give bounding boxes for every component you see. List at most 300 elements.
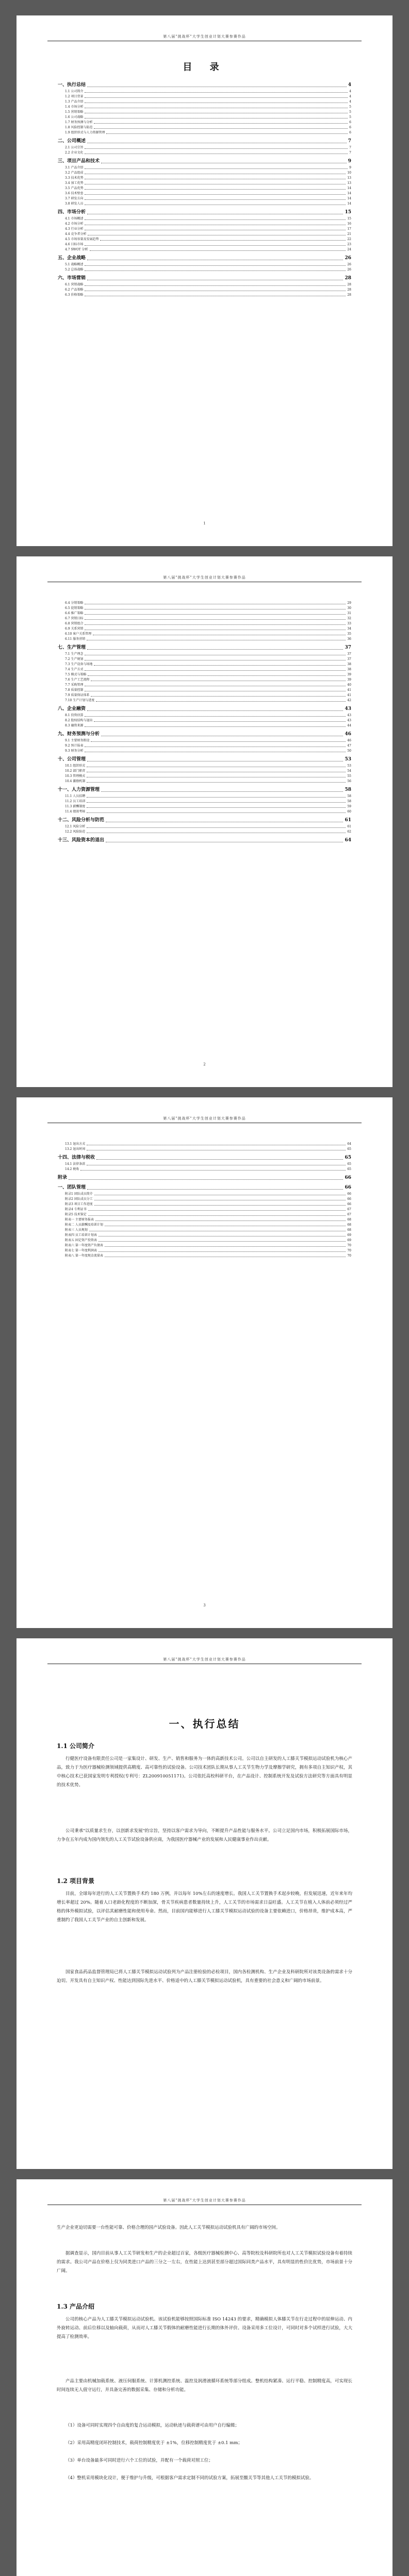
toc-entry-label: 11.1 人员招聘 — [65, 794, 86, 798]
toc-entry-page: 13 — [347, 181, 351, 185]
toc-entry[interactable] — [58, 626, 351, 632]
toc-entry-page: 61 — [345, 818, 351, 823]
toc-entry-label: 7.5 模式与策略 — [65, 673, 87, 676]
page-header: 第八届"挑战杯"大学生创业计划大赛参赛作品 — [47, 1116, 362, 1123]
toc-entry-label: 4.3 行业分析 — [65, 227, 84, 231]
toc-entry-label: 附表五 固定资产投资表 — [65, 1239, 97, 1242]
toc-entry[interactable] — [58, 227, 351, 232]
toc-entry[interactable] — [58, 1192, 351, 1197]
toc-entry[interactable] — [58, 769, 351, 774]
toc-entry[interactable] — [58, 644, 351, 652]
toc-entry-page: 66 — [345, 1175, 351, 1180]
toc-entry-page: 65 — [347, 1162, 351, 1166]
toc-entry-page: 15 — [345, 210, 351, 215]
toc-entry[interactable] — [58, 764, 351, 769]
toc-entry-label: 八、企业融资 — [58, 706, 86, 711]
toc-entry[interactable] — [58, 693, 351, 698]
toc-entry-label: 1.7 财务预测与分析 — [65, 121, 93, 124]
toc-entry[interactable] — [58, 1207, 351, 1212]
toc-entry[interactable] — [58, 632, 351, 637]
toc-entry[interactable] — [58, 601, 351, 606]
toc-entry-label: 14.1 法律条款 — [65, 1162, 86, 1166]
page-header: 第八届"挑战杯"大学生创业计划大赛参赛作品 — [47, 1657, 362, 1664]
toc-entry[interactable] — [58, 105, 351, 110]
toc-entry-page: 42 — [347, 699, 351, 702]
toc-entry-label: 4.6 目标市场 — [65, 243, 84, 246]
toc-entry[interactable] — [58, 1202, 351, 1207]
toc-entry[interactable] — [58, 749, 351, 754]
toc-entry[interactable] — [58, 718, 351, 723]
toc-entry[interactable] — [58, 743, 351, 749]
toc-entry-label: 2.1 公司宗旨 — [65, 146, 84, 149]
section-title-1-1: 1.1 公司简介 — [57, 1742, 95, 1750]
toc-entry[interactable] — [58, 176, 351, 181]
toc-entry-page: 26 — [347, 263, 351, 266]
toc-entry-label: 1.4 市场分析 — [65, 105, 84, 109]
toc-entry-label: 6.7 营销目标 — [65, 617, 84, 620]
toc-entry-page: 61 — [347, 825, 351, 828]
chapter-1-page-cont — [17, 2179, 392, 2576]
toc-entry[interactable] — [58, 698, 351, 703]
toc-entry-page: 7 — [348, 139, 351, 144]
toc-entry-page: 28 — [347, 288, 351, 292]
toc-entry-label: 10.2 部门职责 — [65, 769, 86, 773]
toc-entry[interactable] — [58, 1162, 351, 1167]
toc-leader-dots — [87, 807, 346, 808]
toc-entry[interactable] — [58, 1243, 351, 1248]
toc-entry-label: 11.4 绩效考核 — [65, 810, 86, 814]
toc-entry-label: 附录5 技术鉴定 — [65, 1213, 87, 1216]
toc-entry-page: 43 — [347, 719, 351, 722]
toc-entry-label: 4.1 市场概述 — [65, 217, 84, 221]
toc-entry[interactable] — [58, 683, 351, 688]
toc-entry-page: 26 — [345, 256, 351, 261]
toc-entry[interactable] — [58, 171, 351, 176]
toc-entry-page: 46 — [347, 739, 351, 742]
toc-entry[interactable] — [58, 115, 351, 120]
toc-list-page-2 — [58, 601, 351, 844]
toc-entry[interactable] — [58, 738, 351, 743]
toc-entry[interactable] — [58, 794, 351, 799]
toc-entry-page: 24 — [347, 248, 351, 251]
toc-entry-label: 6.1 营销战略 — [65, 283, 84, 286]
toc-leader-dots — [69, 1179, 343, 1180]
toc-entry-page: 67 — [347, 1213, 351, 1216]
toc-entry[interactable] — [58, 255, 351, 262]
toc-entry[interactable] — [58, 287, 351, 293]
toc-entry-page: 56 — [347, 779, 351, 783]
toc-entry[interactable] — [58, 688, 351, 693]
toc-entry-page: 40 — [347, 683, 351, 687]
toc-entry-page: 31 — [347, 612, 351, 615]
toc-entry-page: 28 — [345, 276, 351, 281]
toc-entry-label: 8.3 融资来源 — [65, 724, 84, 727]
toc-entry-label: 6.4 分销策略 — [65, 601, 84, 605]
page-number: 2 — [203, 1062, 206, 1066]
toc-entry-label: 九、财务预测与分析 — [58, 732, 100, 737]
toc-entry-page: 58 — [345, 787, 351, 792]
toc-entry-label: 3.2 产品组成 — [65, 171, 84, 175]
toc-entry[interactable] — [58, 191, 351, 196]
toc-entry-page: 66 — [347, 1192, 351, 1196]
toc-entry[interactable] — [58, 786, 351, 794]
toc-entry-label: 12.2 风险防范 — [65, 830, 86, 834]
toc-entry[interactable] — [58, 731, 351, 738]
toc-entry[interactable] — [58, 181, 351, 186]
toc-entry[interactable] — [58, 611, 351, 616]
toc-entry[interactable] — [58, 1174, 351, 1182]
page-header: 第八届"挑战杯"大学生创业计划大赛参赛作品 — [47, 2198, 362, 2205]
toc-entry[interactable] — [58, 1238, 351, 1243]
page-header: 第八届"挑战杯"大学生创业计划大赛参赛作品 — [47, 575, 362, 582]
toc-entry[interactable] — [58, 209, 351, 216]
toc-entry-label: 附录4 专利证书 — [65, 1208, 87, 1211]
toc-entry-label: 三、项目产品和技术 — [58, 159, 100, 164]
toc-entry[interactable] — [58, 1167, 351, 1172]
toc-entry-page: 64 — [345, 838, 351, 843]
toc-entry-page: 64 — [347, 1142, 351, 1146]
toc-entry-page: 68 — [347, 1218, 351, 1222]
paragraph: 公司的核心产品为人工膝关节模拟运动试验机。该试验机能够按照国际标准 ISO 14243 的要求，精确模拟人体膝关节在行走过程中的屈伸运动、内外旋转运动、前后位移以及轴向载荷，从而对人工膝关节假体的耐磨性能进行长期的体外评价。设备采用多工位设计，可同时对多个试样进行试验，大大提高了检测效率。 — [57, 2317, 352, 2340]
toc-entry-label: 3.4 加工优势 — [65, 181, 84, 185]
toc-entry-page: 14 — [347, 197, 351, 200]
toc-entry-page: 66 — [345, 1185, 351, 1190]
toc-entry-label: 4.2 市场分析 — [65, 222, 84, 226]
toc-entry-page: 58 — [347, 794, 351, 798]
toc-entry[interactable] — [58, 89, 351, 94]
toc-entry-label: 7.3 生产设备与场地 — [65, 663, 93, 666]
toc-leader-dots — [85, 670, 346, 671]
toc-entry-label: 3.7 研发方向 — [65, 197, 84, 200]
toc-entry[interactable] — [58, 196, 351, 201]
toc-entry-page: 4 — [349, 90, 351, 93]
toc-entry[interactable] — [58, 186, 351, 191]
toc-entry-label: 7.9 质量保证体系 — [65, 693, 90, 697]
toc-entry[interactable] — [58, 1223, 351, 1228]
toc-entry-label: 附表一 主要财务报表 — [65, 1218, 94, 1222]
toc-entry-label: 4.7 SWOT 分析 — [65, 248, 88, 251]
toc-leader-dots — [87, 802, 346, 803]
list-item: （2）采用高精度闭环控制技术，载荷控制精度优于 ±1%，位移控制精度优于 ±0.1 mm； — [66, 2441, 242, 2446]
toc-entry-label: 四、市场分析 — [58, 210, 86, 215]
list-item: （4）整机采用模块化设计，便于维护与升级，可根据客户需求定制不同的试验方案，拓展至髋关节等其他人工关节的模拟试验。 — [66, 2476, 314, 2481]
toc-entry-label: 2.2 企业文化 — [65, 151, 84, 155]
toc-entry-page: 6 — [349, 121, 351, 124]
toc-entry[interactable] — [58, 262, 351, 267]
toc-entry[interactable] — [58, 145, 351, 150]
toc-entry-page: 14 — [347, 192, 351, 195]
toc-entry-page: 58 — [347, 800, 351, 803]
toc-entry-label: 附录3 项目工作进度 — [65, 1202, 93, 1206]
toc-entry[interactable] — [58, 621, 351, 626]
toc-entry-label: 9.2 预计报表 — [65, 744, 84, 748]
toc-entry-label: 3.3 技术优势 — [65, 176, 84, 180]
toc-entry-page: 60 — [347, 810, 351, 814]
toc-entry-page: 37 — [347, 652, 351, 656]
toc-entry-page: 50 — [347, 749, 351, 753]
toc-entry-label: 十、公司管理 — [58, 757, 86, 762]
toc-entry[interactable] — [58, 804, 351, 809]
toc-entry[interactable] — [58, 1142, 351, 1147]
toc-entry-label: 附表六 第一年度资产负债表 — [65, 1244, 103, 1247]
toc-page-3 — [17, 1097, 392, 1628]
toc-leader-dots — [85, 619, 346, 620]
toc-leader-dots — [85, 245, 346, 246]
toc-entry-label: 1.2 项目背景 — [65, 95, 84, 98]
toc-entry[interactable] — [58, 232, 351, 237]
toc-leader-dots — [91, 696, 346, 697]
toc-entry[interactable] — [58, 293, 351, 298]
toc-entry-label: 一、团队管理 — [58, 1185, 86, 1190]
toc-leader-dots — [106, 133, 348, 134]
toc-leader-dots — [87, 812, 346, 813]
toc-leader-dots — [87, 782, 346, 783]
page-number: 3 — [203, 1603, 206, 1607]
toc-entry[interactable] — [58, 81, 351, 89]
toc-entry-label: 7.10 生产计划与进度 — [65, 699, 95, 702]
toc-entry[interactable] — [58, 809, 351, 815]
toc-entry-page: 13 — [347, 176, 351, 180]
toc-entry[interactable] — [58, 1228, 351, 1233]
toc-leader-dots — [94, 123, 348, 124]
toc-entry-label: 附录 — [58, 1175, 68, 1180]
toc-entry[interactable] — [58, 705, 351, 713]
list-item: （1）设备可同时实现四个自由度的复合运动模拟，运动轨迹与载荷谱可由用户自行编辑； — [66, 2423, 239, 2428]
toc-entry-label: 13.1 退出方式 — [65, 1142, 86, 1146]
toc-entry[interactable] — [58, 774, 351, 779]
toc-entry[interactable] — [58, 216, 351, 222]
toc-entry[interactable] — [58, 817, 351, 824]
toc-entry-label: 附录2 团队成员分工 — [65, 1197, 93, 1201]
toc-leader-dots — [99, 1241, 346, 1242]
toc-entry-page: 6 — [349, 131, 351, 134]
toc-leader-dots — [85, 168, 348, 169]
toc-entry[interactable] — [58, 637, 351, 642]
page-header: 第八届"挑战杯"大学生创业计划大赛参赛作品 — [47, 34, 362, 41]
toc-entry[interactable] — [58, 1233, 351, 1238]
toc-leader-dots — [94, 721, 346, 722]
toc-entry[interactable] — [58, 829, 351, 835]
toc-entry[interactable] — [58, 282, 351, 287]
toc-entry-label: 6.3 价格策略 — [65, 293, 84, 297]
toc-entry-label: 5.1 战略概述 — [65, 263, 84, 266]
toc-entry[interactable] — [58, 756, 351, 764]
toc-entry[interactable] — [58, 837, 351, 844]
toc-entry-label: 1.5 营销策略 — [65, 110, 84, 114]
toc-entry[interactable] — [58, 1197, 351, 1202]
toc-entry[interactable] — [58, 1212, 351, 1217]
toc-entry-page: 29 — [347, 601, 351, 605]
toc-entry[interactable] — [58, 201, 351, 207]
toc-leader-dots — [85, 148, 348, 149]
toc-entry[interactable] — [58, 677, 351, 683]
toc-leader-dots — [94, 665, 346, 666]
paragraph: 据调查显示，国内目前从事人工关节研发和生产的企业超过百家，各级医疗器械检测中心、高等院校及科研院所也对人工关节模拟试验设备有着持续的需求。我公司产品在价格上仅为同类进口产品的三分之一左右，在性能上达到甚至部分超过国际同类产品水平，具有明显的性价比优势，市场前景十分广阔。 — [57, 2251, 352, 2274]
toc-entry-page: 30 — [347, 606, 351, 610]
toc-entry[interactable] — [58, 242, 351, 247]
toc-entry-page: 44 — [347, 724, 351, 727]
toc-entry[interactable] — [58, 779, 351, 784]
toc-leader-dots — [99, 1251, 346, 1252]
toc-entry-page: 36 — [347, 637, 351, 641]
toc-entry-label: 1.3 产品介绍 — [65, 100, 84, 104]
toc-leader-dots — [105, 1246, 346, 1247]
toc-entry-page: 68 — [347, 1228, 351, 1232]
toc-entry-page: 4 — [349, 95, 351, 98]
toc-entry-label: 5.2 总体战略 — [65, 268, 84, 272]
toc-entry-page: 23 — [347, 243, 351, 246]
toc-leader-dots — [88, 1215, 346, 1216]
toc-entry-label: 6.5 促销策略 — [65, 606, 84, 610]
toc-entry[interactable] — [58, 1147, 351, 1152]
toc-entry[interactable] — [58, 158, 351, 165]
toc-entry-page: 22 — [347, 238, 351, 241]
toc-entry-label: 6.2 产品策略 — [65, 288, 84, 292]
toc-leader-dots — [85, 92, 348, 93]
toc-entry-page: 28 — [347, 293, 351, 297]
toc-entry[interactable] — [58, 138, 351, 145]
toc-entry-label: 十二、风险分析与防范 — [58, 818, 105, 823]
toc-entry[interactable] — [58, 723, 351, 728]
toc-entry-page: 4 — [348, 82, 351, 88]
toc-entry-page: 7 — [349, 146, 351, 149]
toc-leader-dots — [87, 710, 343, 711]
toc-entry[interactable] — [58, 237, 351, 242]
toc-entry-label: 11.2 员工培训 — [65, 800, 86, 803]
toc-title: 目 录 — [183, 62, 226, 73]
toc-entry-label: 6.10 客户关系管理 — [65, 632, 92, 636]
toc-entry-page: 38 — [347, 663, 351, 666]
toc-entry-page: 53 — [347, 764, 351, 768]
toc-entry[interactable] — [58, 652, 351, 657]
toc-entry-label: 二、公司概述 — [58, 139, 86, 144]
toc-entry-page: 15 — [347, 217, 351, 221]
toc-entry-label: 3.5 产品优势 — [65, 187, 84, 190]
paragraph: 目前，全球每年进行的人工关节置换手术约 180 万例，并以每年 10%左右的速度增长。我国人工关节置换手术起步较晚，但发展迅速，近年来年均增长率超过 20%。随着人口老龄化程度的不断加深，骨关节疾病患者数量持续上升，人工关节的市场需求日益旺盛。人工关节在植入人体前必须经过严格的体外模拟试验，以评估其耐磨性能和使用寿命。然而，目前国内能够进行人工膝关节模拟运动试验的设备主要依赖进口，价格昂贵，维护成本高，严重制约了我国人工关节产业的自主创新和发展。 — [57, 1891, 352, 1923]
toc-leader-dots — [88, 1210, 346, 1211]
toc-entry-label: 1.8 风险控制与防范 — [65, 126, 93, 129]
toc-entry-page: 65 — [345, 1155, 351, 1160]
toc-entry-label: 7.1 生产理念 — [65, 652, 84, 656]
toc-entry[interactable] — [58, 1253, 351, 1259]
toc-entry-page: 68 — [347, 1223, 351, 1227]
toc-entry-page: 41 — [347, 693, 351, 697]
toc-entry[interactable] — [58, 824, 351, 829]
toc-entry[interactable] — [58, 267, 351, 273]
toc-entry[interactable] — [58, 99, 351, 105]
toc-entry[interactable] — [58, 120, 351, 125]
toc-entry[interactable] — [58, 125, 351, 130]
toc-leader-dots — [80, 1170, 346, 1171]
toc-entry-page: 70 — [347, 1254, 351, 1258]
toc-entry-page: 69 — [347, 1239, 351, 1242]
toc-entry-label: 十四、法律与税收 — [58, 1155, 95, 1160]
toc-leader-dots — [90, 250, 346, 251]
toc-entry-page: 4 — [349, 100, 351, 104]
toc-entry-page: 39 — [347, 673, 351, 676]
toc-entry-label: 附表七 第一年度利润表 — [65, 1249, 97, 1252]
toc-entry-label: 十三、风险资本的退出 — [58, 838, 105, 843]
toc-entry[interactable] — [58, 606, 351, 611]
section-title-1-3: 1.3 产品介绍 — [57, 2303, 95, 2310]
toc-entry[interactable] — [58, 1184, 351, 1192]
toc-entry-label: 4.4 竞争者分析 — [65, 232, 87, 236]
toc-entry[interactable] — [58, 222, 351, 227]
toc-entry[interactable] — [58, 110, 351, 115]
toc-entry-label: 1.6 公司战略 — [65, 115, 84, 119]
toc-entry-label: 7.7 采购管理 — [65, 683, 84, 687]
toc-entry[interactable] — [58, 165, 351, 171]
toc-entry-label: 13.2 退出时间 — [65, 1147, 86, 1151]
toc-entry-label: 10.3 管理模式 — [65, 774, 86, 778]
toc-leader-dots — [87, 649, 343, 650]
toc-entry[interactable] — [58, 94, 351, 99]
toc-entry-page: 70 — [347, 1244, 351, 1247]
list-item: （3）单台设备最多可同时进行六个工位的试验，并配有一个载荷对照工位； — [66, 2458, 213, 2463]
toc-entry-label: 十一、人力资源管理 — [58, 787, 100, 792]
toc-entry[interactable] — [58, 275, 351, 282]
toc-entry-page: 67 — [347, 1208, 351, 1211]
toc-entry[interactable] — [58, 662, 351, 667]
toc-leader-dots — [85, 194, 346, 195]
toc-entry[interactable] — [58, 667, 351, 672]
toc-entry-page: 62 — [347, 830, 351, 834]
toc-entry[interactable] — [58, 1248, 351, 1253]
toc-entry[interactable] — [58, 247, 351, 252]
toc-entry-page: 7 — [349, 151, 351, 155]
toc-entry-page: 69 — [347, 1233, 351, 1237]
toc-entry[interactable] — [58, 130, 351, 135]
toc-entry-page: 5 — [349, 110, 351, 114]
toc-entry[interactable] — [58, 799, 351, 804]
chapter-1-page — [17, 1638, 392, 2169]
paragraph: 公司秉承"以质量求生存，以创新求发展"的宗旨，坚持以客户需求为导向，不断提升产品性能与服务水平。公司立足国内市场，积极拓展国际市场，力争在五年内成为国内领先的人工关节试验设备供应商，为我国医疗器械产业的发展和人民健康事业作出贡献。 — [57, 1828, 352, 1842]
toc-entry-label: 7.8 质量控制 — [65, 688, 84, 692]
toc-entry[interactable] — [58, 150, 351, 156]
toc-entry-page: 21 — [347, 232, 351, 236]
toc-entry-page: 54 — [347, 769, 351, 773]
paragraph: 生产企业更迫切需要一台性能可靠、价格合理的国产试验设备。因此人工关节模拟运动试验机具有广阔的市场空间。 — [57, 2225, 281, 2230]
toc-entry[interactable] — [58, 616, 351, 621]
toc-leader-dots — [100, 240, 346, 241]
toc-leader-dots — [101, 791, 343, 792]
toc-entry-page: 43 — [347, 714, 351, 717]
toc-leader-dots — [88, 675, 346, 676]
section-title-1-2: 1.2 项目背景 — [57, 1877, 95, 1885]
toc-entry-label: 3.8 研发人员 — [65, 202, 84, 206]
toc-entry-page: 39 — [347, 678, 351, 682]
toc-entry[interactable] — [58, 657, 351, 662]
toc-entry-label: 8.1 投资估算 — [65, 714, 84, 717]
toc-leader-dots — [85, 199, 346, 200]
toc-entry[interactable] — [58, 672, 351, 677]
toc-leader-dots — [85, 285, 346, 286]
toc-leader-dots — [94, 128, 348, 129]
toc-entry-label: 五、企业战略 — [58, 256, 86, 261]
toc-entry-page: 28 — [347, 283, 351, 286]
toc-entry-label: 8.2 股权结构与退出 — [65, 719, 93, 722]
toc-entry-page: 41 — [347, 688, 351, 692]
toc-leader-dots — [87, 1189, 343, 1190]
toc-entry[interactable] — [58, 1154, 351, 1162]
toc-leader-dots — [96, 701, 346, 702]
toc-entry[interactable] — [58, 1217, 351, 1223]
toc-entry-label: 1.1 公司简介 — [65, 90, 84, 93]
toc-leader-dots — [94, 1205, 346, 1206]
toc-entry-page: 10 — [347, 171, 351, 175]
toc-leader-dots — [85, 265, 346, 266]
toc-entry[interactable] — [58, 713, 351, 718]
